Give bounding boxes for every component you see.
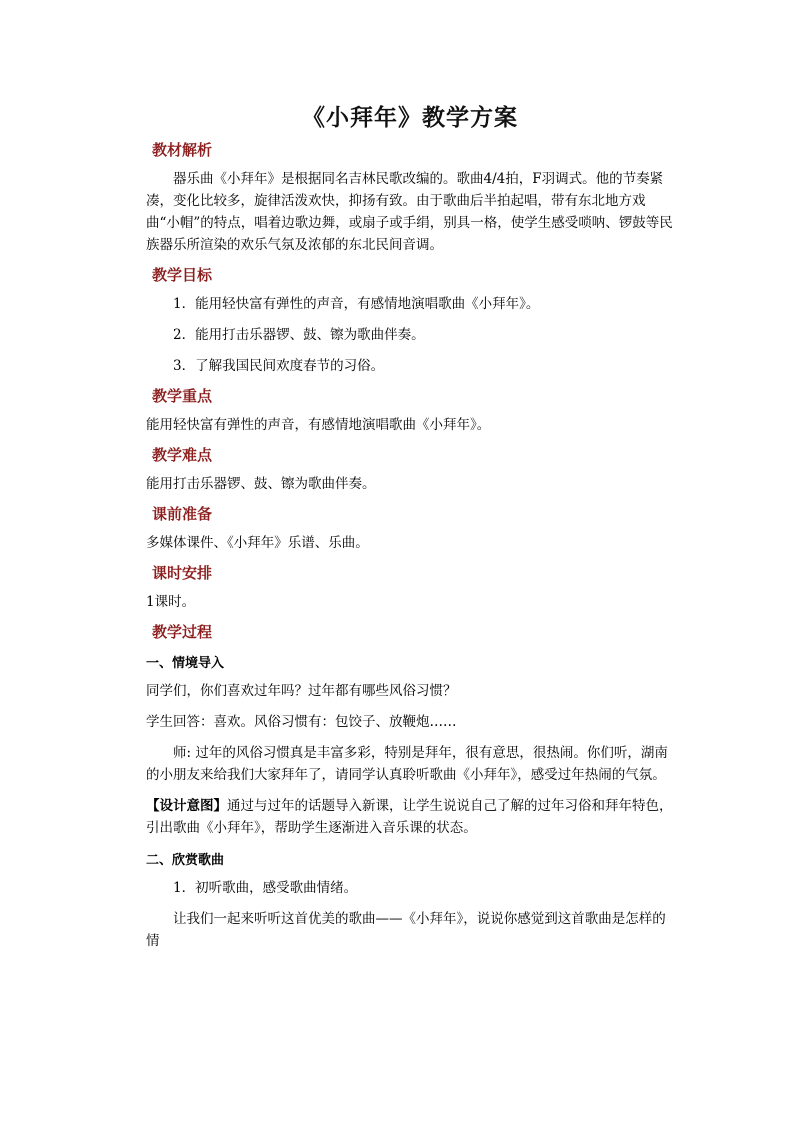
objective-item: 1．能用轻快富有弹性的声音，有感情地演唱歌曲《小拜年》。 xyxy=(173,296,540,312)
key-points-text: 能用轻快富有弹性的声音，有感情地演唱歌曲《小拜年》。 xyxy=(146,417,491,433)
design-intent-text: 通过与过年的话题导入新课，让学生说说自己了解的过年习俗和拜年特色，引出歌曲《小拜年》，帮助学生逐渐进入音乐课的状态。 xyxy=(146,798,673,836)
section-heading-analysis: 教材解析 xyxy=(152,141,213,159)
objective-item: 2．能用打击乐器锣、鼓、镲为歌曲伴奏。 xyxy=(173,327,425,343)
objective-item: 3．了解我国民间欢度春节的习俗。 xyxy=(173,358,385,374)
schedule-text: 1课时。 xyxy=(146,594,196,610)
section-heading-key-points: 教学重点 xyxy=(152,387,213,405)
design-intent-tag: 【设计意图】 xyxy=(146,798,227,814)
section-heading-preparation: 课前准备 xyxy=(152,505,213,523)
section-heading-difficulties: 教学难点 xyxy=(152,446,213,464)
step1-question: 同学们，你们喜欢过年吗？过年都有哪些风俗习惯？ xyxy=(146,683,457,699)
step2-paragraph: 让我们一起来听听这首优美的歌曲——《小拜年》，说说你感觉到这首歌曲是怎样的情 xyxy=(146,911,666,949)
difficulties-text: 能用打击乐器锣、鼓、镲为歌曲伴奏。 xyxy=(146,476,376,492)
document-content xyxy=(146,102,674,961)
section-heading-process: 教学过程 xyxy=(152,623,213,641)
step1-answer: 学生回答：喜欢。风俗习惯有：包饺子、放鞭炮…… xyxy=(146,714,457,730)
section-heading-schedule: 课时安排 xyxy=(152,564,213,582)
document-title: 《小拜年》教学方案 xyxy=(302,104,518,131)
step2-item: 1．初听歌曲，感受歌曲情绪。 xyxy=(173,880,358,896)
section-heading-objectives: 教学目标 xyxy=(152,266,213,284)
step-heading-appreciation: 二、欣赏歌曲 xyxy=(146,853,225,868)
analysis-paragraph: 器乐曲《小拜年》是根据同名吉林民歌改编的。歌曲4/4拍，F羽调式。他的节奏紧凑，变化比较多，旋律活泼欢快，抑扬有致。由于歌曲后半拍起唱，带有东北地方戏曲“小帽”的特点，唱着边歌边舞，或扇子或手绢，别具一格，使学生感受唢呐、锣鼓等民族器乐所渲染的欢乐气氛及浓郁的东北民间音调。 xyxy=(146,171,673,253)
step1-design-intent xyxy=(146,795,674,839)
preparation-text: 多媒体课件、《小拜年》乐谱、乐曲。 xyxy=(146,535,369,551)
step-heading-intro: 一、情境导入 xyxy=(146,656,225,671)
step1-teacher-paragraph: 师: 过年的风俗习惯真是丰富多彩，特别是拜年，很有意思，很热闹。你们听，湖南的小朋友来给我们大家拜年了，请同学认真聆听歌曲《小拜年》，感受过年热闹的气氛。 xyxy=(146,745,668,783)
